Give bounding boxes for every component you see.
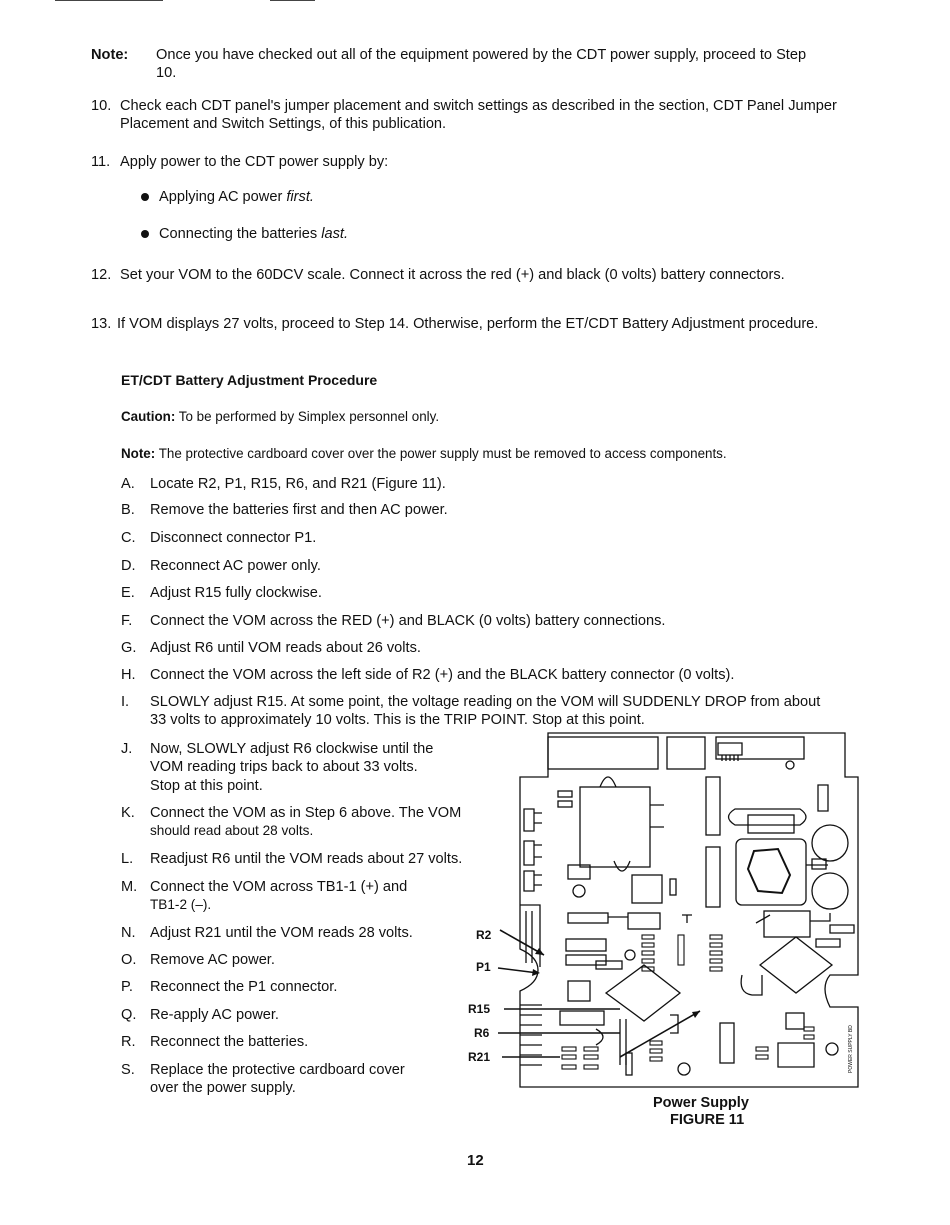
item-c-letter: C.: [121, 530, 136, 546]
item-m-line2: TB1-2 (–).: [150, 897, 212, 912]
item-m-line1: Connect the VOM across TB1-1 (+) and: [150, 879, 408, 895]
bullet-dot: [141, 193, 149, 201]
item-a-text: Locate R2, P1, R15, R6, and R21 (Figure 11).: [150, 476, 446, 492]
item-o-letter: O.: [121, 952, 137, 968]
note-label: Note:: [91, 47, 129, 63]
item-p-text: Reconnect the P1 connector.: [150, 979, 338, 995]
bullet-item-batteries: Connecting the batteries last.: [159, 226, 349, 242]
procedure-heading: ET/CDT Battery Adjustment Procedure: [121, 372, 378, 388]
procedure-note-label: Note:: [121, 446, 156, 461]
callout-p1: P1: [476, 960, 491, 974]
item-o-text: Remove AC power.: [150, 952, 275, 968]
note-text-line1: Once you have checked out all of the equipment powered by the CDT power supply, proceed to Step: [156, 47, 807, 63]
item-s-line1: Replace the protective cardboard cover: [150, 1062, 405, 1078]
item-a-letter: A.: [121, 476, 135, 492]
figure-caption-title: Power Supply: [653, 1095, 749, 1111]
item-n-letter: N.: [121, 925, 136, 941]
bullet-item-ac-power: Applying AC power first.: [159, 189, 314, 205]
item-d-letter: D.: [121, 558, 136, 574]
step-12-number: 12.: [91, 267, 112, 283]
item-q-letter: Q.: [121, 1007, 137, 1023]
item-j-line2: VOM reading trips back to about 33 volts.: [150, 759, 418, 775]
item-q-text: Re-apply AC power.: [150, 1007, 279, 1023]
step-10-line2: Placement and Switch Settings, of this publication.: [120, 116, 447, 132]
item-j-line3: Stop at this point.: [150, 778, 263, 794]
item-l-letter: L.: [121, 851, 134, 867]
item-s-letter: S.: [121, 1062, 135, 1078]
item-f-letter: F.: [121, 613, 133, 629]
caution-line: [121, 408, 439, 425]
item-f-text: Connect the VOM across the RED (+) and BLACK (0 volts) battery connections.: [150, 613, 666, 629]
item-m-letter: M.: [121, 879, 138, 895]
figure-caption-number: FIGURE 11: [670, 1112, 745, 1128]
item-i-letter: I.: [121, 694, 130, 710]
step-11-number: 11.: [91, 154, 111, 170]
step-11-text: Apply power to the CDT power supply by:: [120, 154, 389, 170]
item-l-text: Readjust R6 until the VOM reads about 27 volts.: [150, 851, 463, 867]
top-rule-left: [55, 0, 163, 1]
step-13-number: 13.: [91, 316, 112, 332]
caution-label: Caution:: [121, 409, 176, 424]
step-10-number: 10.: [91, 98, 112, 114]
item-i-line2: 33 volts to approximately 10 volts. This is the TRIP POINT. Stop at this point.: [150, 712, 645, 728]
step-13-text: If VOM displays 27 volts, proceed to Step 14. Otherwise, perform the ET/CDT Battery Adjustment procedure.: [117, 316, 819, 332]
item-j-letter: J.: [121, 741, 133, 757]
item-h-text: Connect the VOM across the left side of R2 (+) and the BLACK battery connector (0 volts).: [150, 667, 735, 683]
item-p-letter: P.: [121, 979, 133, 995]
item-b-letter: B.: [121, 502, 135, 518]
item-s-line2: over the power supply.: [150, 1080, 296, 1096]
procedure-note-line: [121, 445, 727, 462]
item-k-line2: should read about 28 volts.: [150, 823, 314, 838]
item-j-line1: Now, SLOWLY adjust R6 clockwise until the: [150, 741, 434, 757]
item-g-text: Adjust R6 until VOM reads about 26 volts.: [150, 640, 421, 656]
item-r-letter: R.: [121, 1034, 136, 1050]
caution-text: To be performed by Simplex personnel only.: [178, 409, 440, 424]
step-12-text: Set your VOM to the 60DCV scale. Connect it across the red (+) and black (0 volts) battery connectors.: [120, 267, 785, 283]
top-rule-right: [270, 0, 315, 1]
item-h-letter: H.: [121, 667, 136, 683]
item-e-text: Adjust R15 fully clockwise.: [150, 585, 322, 601]
item-d-text: Reconnect AC power only.: [150, 558, 321, 574]
procedure-note-text: The protective cardboard cover over the power supply must be removed to access components.: [158, 446, 727, 461]
callout-r21: R21: [468, 1050, 491, 1064]
step-10-line1: Check each CDT panel's jumper placement and switch settings as described in the section, CDT Panel Jumper: [120, 98, 837, 114]
bullet-dot: [141, 230, 149, 238]
page-number: 12: [467, 1152, 484, 1169]
item-i-line1: SLOWLY adjust R15. At some point, the voltage reading on the VOM will SUDDENLY DROP from about: [150, 694, 821, 710]
callout-r15: R15: [468, 1002, 491, 1016]
item-k-line1: Connect the VOM as in Step 6 above. The VOM: [150, 805, 462, 821]
item-k-letter: K.: [121, 805, 135, 821]
board-vertical-label: POWER SUPPLY BD: [848, 1025, 854, 1073]
callout-r2: R2: [476, 928, 492, 942]
callout-r6: R6: [474, 1026, 490, 1040]
item-e-letter: E.: [121, 585, 135, 601]
power-supply-figure: [460, 725, 870, 1095]
item-n-text: Adjust R21 until the VOM reads 28 volts.: [150, 925, 413, 941]
item-r-text: Reconnect the batteries.: [150, 1034, 309, 1050]
item-g-letter: G.: [121, 640, 137, 656]
note-text-line2: 10.: [156, 65, 177, 81]
item-b-text: Remove the batteries first and then AC power.: [150, 502, 448, 518]
item-c-text: Disconnect connector P1.: [150, 530, 317, 546]
